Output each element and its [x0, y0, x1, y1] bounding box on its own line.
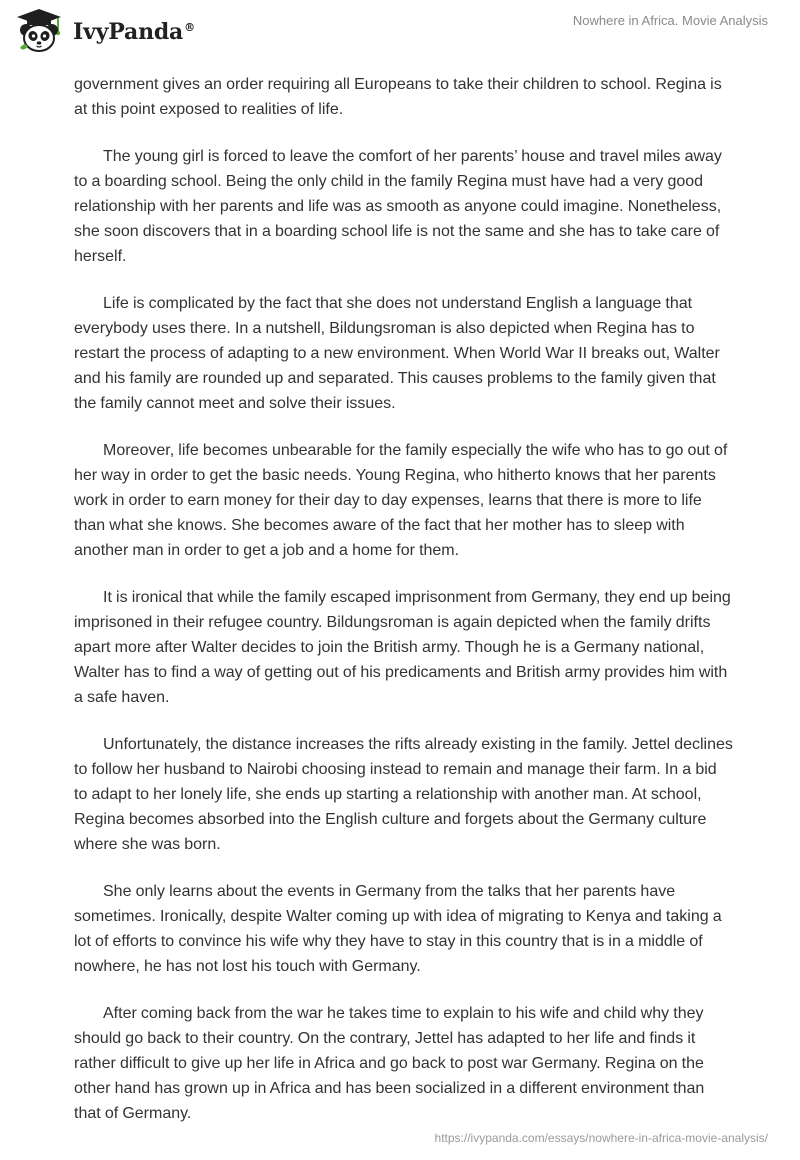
paragraph: She only learns about the events in Germany from the talks that her parents have sometimes. Ironically, despite Walter coming up with idea of migrating to Kenya and taking a lot of efforts to convince his wife why they have to stay in this country that is in a middle of nowhere, he has not lost his touch with Germany. — [74, 883, 722, 975]
page-header — [0, 0, 800, 64]
paragraph: It is ironical that while the family escaped imprisonment from Germany, they end up being imprisoned in their refugee country. Bildungsroman is again depicted when the family drifts apart more after Walter decides to join the British army. Though he is a Germany national, Walter has to find a way of getting out of his predicaments and British army provides him with a safe haven. — [74, 589, 731, 706]
source-url-link[interactable]: https://ivypanda.com/essays/nowhere-in-africa-movie-analysis/ — [434, 1131, 768, 1145]
paragraph: The young girl is forced to leave the comfort of her parents’ house and travel miles away to a boarding school. Being the only child in the family Regina must have had a very good relationship with her parents and life was as smooth as anyone could imagine. Nonetheless, she soon discovers that in a boarding school life is not the same and she has to take care of herself. — [74, 148, 722, 265]
paragraph: After coming back from the war he takes time to explain to his wife and child why they should go back to their country. On the contrary, Jettel has adapted to her life and finds it rather difficult to give up her life in Africa and go back to post war Germany. Regina on the other hand has grown up in Africa and has been socialized in a different environment than that of Germany. — [74, 1005, 705, 1122]
paragraph: government gives an order requiring all Europeans to take their children to school. Regina is at this point exposed to realities of life. — [74, 76, 722, 118]
brand-name: IvyPanda® — [73, 19, 195, 45]
panda-graduation-cap-icon — [14, 8, 64, 54]
paragraph: Unfortunately, the distance increases the rifts already existing in the family. Jettel declines to follow her husband to Nairobi choosing instead to remain and manage their farm. In a bid to adapt to her lonely life, she ends up starting a relationship with another man. At school, Regina becomes absorbed into the English culture and forgets about the Germany culture where she was born. — [74, 736, 733, 853]
logo-link[interactable] — [14, 8, 195, 54]
document-title: Nowhere in Africa. Movie Analysis — [572, 13, 768, 28]
paragraph: Moreover, life becomes unbearable for the family especially the wife who has to go out of her way in order to get the basic needs. Young Regina, who hitherto knows that her parents work in order to earn money for their day to day expenses, learns that there is more to life than what she knows. She becomes aware of the fact that her mother has to sleep with another man in order to get a job and a home for them. — [74, 442, 728, 559]
essay-body — [74, 72, 734, 1148]
paragraph: Life is complicated by the fact that she does not understand English a language that everybody uses there. In a nutshell, Bildungsroman is also depicted when Regina has to restart the process of adapting to a new environment. When World War II breaks out, Walter and his family are rounded up and separated. This causes problems to the family given that the family cannot meet and solve their issues. — [74, 295, 720, 412]
